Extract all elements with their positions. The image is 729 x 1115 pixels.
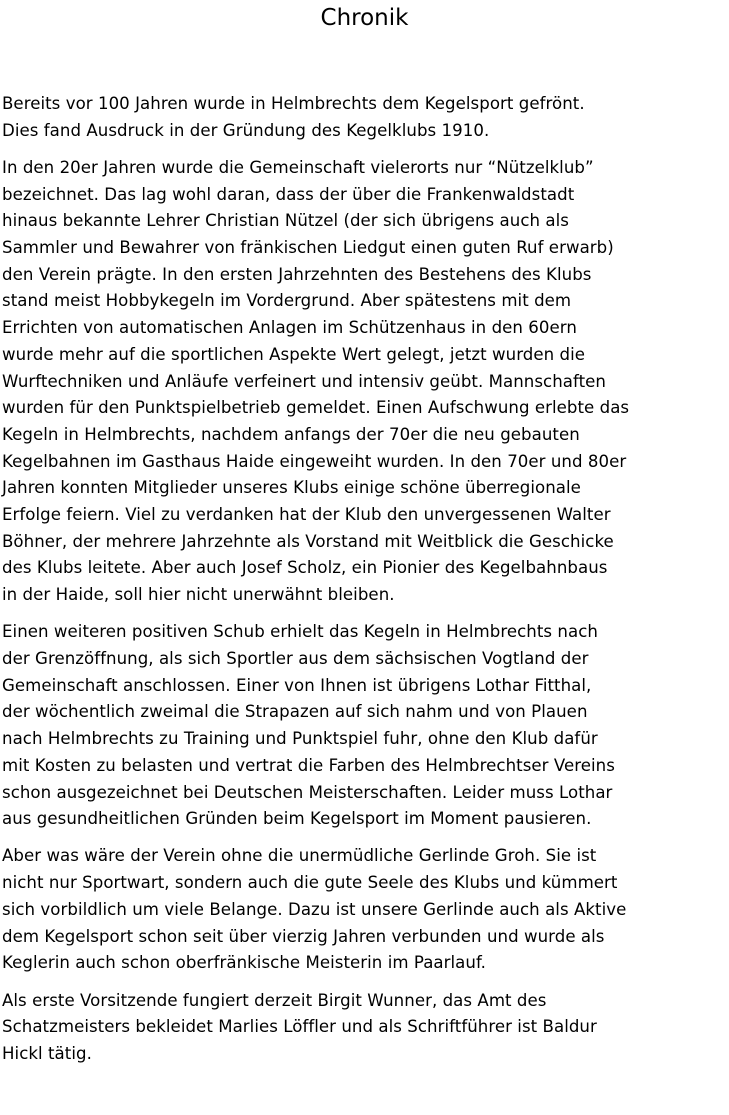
text-line: nicht nur Sportwart, sondern auch die gute Seele des Klubs und kümmert [2, 873, 618, 893]
text-line: Wurftechniken und Anläufe verfeinert und intensiv geübt. Mannschaften [2, 371, 606, 391]
text-line: Aber was wäre der Verein ohne die unermüdliche Gerlinde Groh. Sie ist [2, 846, 597, 866]
text-line: Erfolge feiern. Viel zu verdanken hat der Klub den unvergessenen Walter [2, 505, 611, 525]
text-line: Keglerin auch schon oberfränkische Meisterin im Paarlauf. [2, 953, 486, 973]
text-line: wurde mehr auf die sportlichen Aspekte Wert gelegt, jetzt wurden die [2, 344, 586, 364]
text-line: hinaus bekannte Lehrer Christian Nützel (der sich übrigens auch als [2, 211, 569, 231]
text-line: Einen weiteren positiven Schub erhielt das Kegeln in Helmbrechts nach [2, 622, 598, 642]
paragraph-history [2, 155, 728, 609]
text-line: sich vorbildlich um viele Belange. Dazu ist unsere Gerlinde auch als Aktive [2, 899, 627, 919]
page-title: Chronik [320, 5, 409, 31]
text-line: Kegelbahnen im Gasthaus Haide eingeweiht wurden. In den 70er und 80er [2, 451, 627, 471]
chronicle-body [2, 91, 728, 1078]
paragraph-founding [2, 91, 728, 144]
paragraph-reunification [2, 619, 728, 833]
text-line: wurden für den Punktspielbetrieb gemeldet. Einen Aufschwung erlebte das [2, 398, 630, 418]
text-line: stand meist Hobbykegeln im Vordergrund. Aber spätestens mit dem [2, 291, 572, 311]
text-line: bezeichnet. Das lag wohl daran, dass der über die Frankenwaldstadt [2, 184, 575, 204]
text-line: Böhner, der mehrere Jahrzehnte als Vorstand mit Weitblick die Geschicke [2, 531, 614, 551]
text-line: Hickl tätig. [2, 1043, 92, 1063]
text-line: schon ausgezeichnet bei Deutschen Meisterschaften. Leider muss Lothar [2, 782, 613, 802]
text-line: in der Haide, soll hier nicht unerwähnt bleiben. [2, 585, 395, 605]
text-line: mit Kosten zu belasten und vertrat die Farben des Helmbrechtser Vereins [2, 755, 615, 775]
paragraph-gerlinde [2, 843, 728, 977]
text-line: Errichten von automatischen Anlagen im Schützenhaus in den 60ern [2, 318, 577, 338]
text-line: Dies fand Ausdruck in der Gründung des Kegelklubs 1910. [2, 120, 490, 140]
text-line: den Verein prägte. In den ersten Jahrzehnten des Bestehens des Klubs [2, 264, 592, 284]
text-line: Kegeln in Helmbrechts, nachdem anfangs der 70er die neu gebauten [2, 424, 580, 444]
text-line: des Klubs leitete. Aber auch Josef Scholz, ein Pionier des Kegelbahnbaus [2, 558, 608, 578]
text-line: der wöchentlich zweimal die Strapazen auf sich nahm und von Plauen [2, 702, 588, 722]
text-line: Sammler und Bewahrer von fränkischen Liedgut einen guten Ruf erwarb) [2, 238, 614, 258]
text-line: der Grenzöffnung, als sich Sportler aus dem sächsischen Vogtland der [2, 649, 589, 669]
text-line: In den 20er Jahren wurde die Gemeinschaft vielerorts nur “Nützelklub” [2, 157, 594, 177]
text-line: Gemeinschaft anschlossen. Einer von Ihnen ist übrigens Lothar Fitthal, [2, 675, 592, 695]
text-line: Als erste Vorsitzende fungiert derzeit Birgit Wunner, das Amt des [2, 990, 547, 1010]
text-line: dem Kegelsport schon seit über vierzig Jahren verbunden und wurde als [2, 926, 605, 946]
text-line: Bereits vor 100 Jahren wurde in Helmbrechts dem Kegelsport gefrönt. [2, 94, 585, 113]
text-line: aus gesundheitlichen Gründen beim Kegelsport im Moment pausieren. [2, 809, 592, 829]
text-line: Jahren konnten Mitglieder unseres Klubs einige schöne überregionale [2, 478, 581, 498]
paragraph-board [2, 988, 728, 1068]
text-line: Schatzmeisters bekleidet Marlies Löffler und als Schriftführer ist Baldur [2, 1017, 597, 1037]
text-line: nach Helmbrechts zu Training und Punktspiel fuhr, ohne den Klub dafür [2, 729, 598, 749]
